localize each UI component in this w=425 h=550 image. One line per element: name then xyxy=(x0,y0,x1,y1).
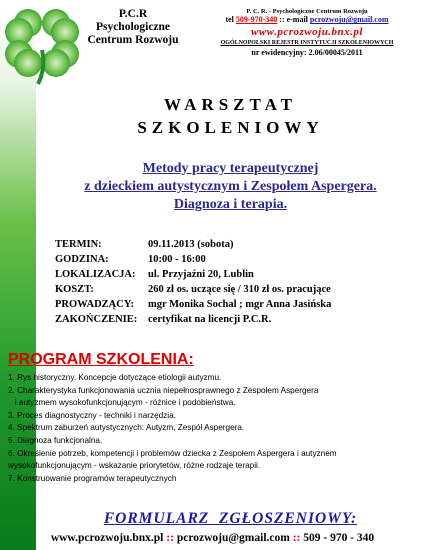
detail-value: ul. Przyjaźni 20, Lublin xyxy=(148,269,254,280)
registry-number: nr ewidencyjny: 2.06/00045/2011 xyxy=(251,48,363,58)
footer-separator: :: xyxy=(289,532,304,544)
workshop-subtitle xyxy=(36,160,425,214)
detail-value: certyfikat na licencji P.C.R. xyxy=(148,314,272,325)
registration-form-link[interactable]: FORMULARZ ZGŁOSZENIOWY: xyxy=(103,510,358,527)
detail-row-godzina xyxy=(55,252,415,267)
logo-line: Centrum Rozwoju xyxy=(87,34,179,46)
details-table xyxy=(55,237,415,327)
program-item: 5. Diagnoza funkcjonalna. xyxy=(8,435,103,445)
detail-row-termin xyxy=(55,237,415,252)
detail-value: 10:00 - 16:00 xyxy=(148,254,206,265)
detail-label: PROWADZĄCY: xyxy=(55,299,134,310)
program-item: 2. Charakterystyka funkcjonowania ucznia niepełnosprawnego z Zespołem Aspergera xyxy=(8,385,319,395)
footer-separator: :: xyxy=(163,532,177,544)
logo-name xyxy=(78,8,188,47)
email-link[interactable]: pcrozwoju@gmail.com xyxy=(309,15,389,25)
title-line-1: WARSZTAT xyxy=(164,95,297,114)
detail-row-koszt xyxy=(55,282,415,297)
footer-contact xyxy=(0,532,425,544)
detail-label: KOSZT: xyxy=(55,284,94,295)
detail-label: TERMIN: xyxy=(55,239,102,250)
logo-line: P.C.R xyxy=(118,8,148,20)
detail-row-lokalizacja xyxy=(55,267,415,282)
email-label: :: e-mail xyxy=(279,15,308,25)
header-contact xyxy=(196,8,418,57)
logo-line: Psychologiczne xyxy=(95,21,171,33)
program-item: 7. Konstruowanie programów terapeutycznych xyxy=(8,473,177,483)
program-list xyxy=(8,372,418,485)
program-item: i autyzmem wysokofunkcjonującym - różnice i podobieństwa. xyxy=(8,398,236,408)
program-item: 6. Określenie potrzeb, kompetencji i problemów dziecka z Zespołem Aspergera i autyznem xyxy=(8,448,337,458)
subtitle-line: Metody pracy terapeutycznej xyxy=(142,161,319,176)
footer-email-link[interactable]: pcrozwoju@gmail.com xyxy=(176,532,290,544)
footer-website-link[interactable]: www.pcrozwoju.bnx.pl xyxy=(50,532,164,544)
program-title: PROGRAM SZKOLENIA: xyxy=(8,351,194,368)
four-leaf-clover-icon xyxy=(2,2,82,86)
detail-label: GODZINA: xyxy=(55,254,109,265)
program-item: 4. Spektrum zaburzeń autystycznych: Autyzm, Zespół Aspergera. xyxy=(8,423,245,433)
program-item: 3. Proces diagnostyczny - techniki i narzędzia. xyxy=(8,410,176,420)
tel-label: tel xyxy=(225,15,234,25)
detail-row-prowadzacy xyxy=(55,297,415,312)
registry-name: OGÓLNOPOLSKI REJESTR INSTYTUCJI SZKOLENIOWYCH xyxy=(220,40,394,47)
program-item: 1. Rys historyczny. Koncepcje dotyczące etiologii autyzmu. xyxy=(8,373,222,382)
phone-link[interactable]: 509-970-340 xyxy=(235,15,278,25)
subtitle-line: Diagnoza i terapia. xyxy=(173,197,288,212)
detail-value: mgr Monika Sochal ; mgr Anna Jasińska xyxy=(148,299,332,310)
detail-value: 09.11.2013 (sobota) xyxy=(148,239,234,250)
title-line-2: SZKOLENIOWY xyxy=(137,118,324,137)
detail-value: 260 zł os. uczące się / 310 zł os. pracujące xyxy=(148,284,331,295)
org-full-name: P. C. R. - Psychologiczne Centrum Rozwoju xyxy=(246,8,368,15)
footer-phone[interactable]: 509 - 970 - 340 xyxy=(303,532,375,544)
detail-label: LOKALIZACJA: xyxy=(55,269,136,280)
website-link[interactable]: www.pcrozwoju.bnx.pl xyxy=(251,25,363,38)
contact-line xyxy=(196,15,418,24)
program-item: wysokofunkcjonującym - wskazanie priorytetów, różne rodzaje terapii. xyxy=(8,461,261,471)
detail-row-zakonczenie xyxy=(55,312,415,327)
detail-label: ZAKOŃCZENIE: xyxy=(55,314,138,325)
subtitle-line: z dzieckiem autystycznym i Zespołem Aspergera. xyxy=(84,179,377,194)
